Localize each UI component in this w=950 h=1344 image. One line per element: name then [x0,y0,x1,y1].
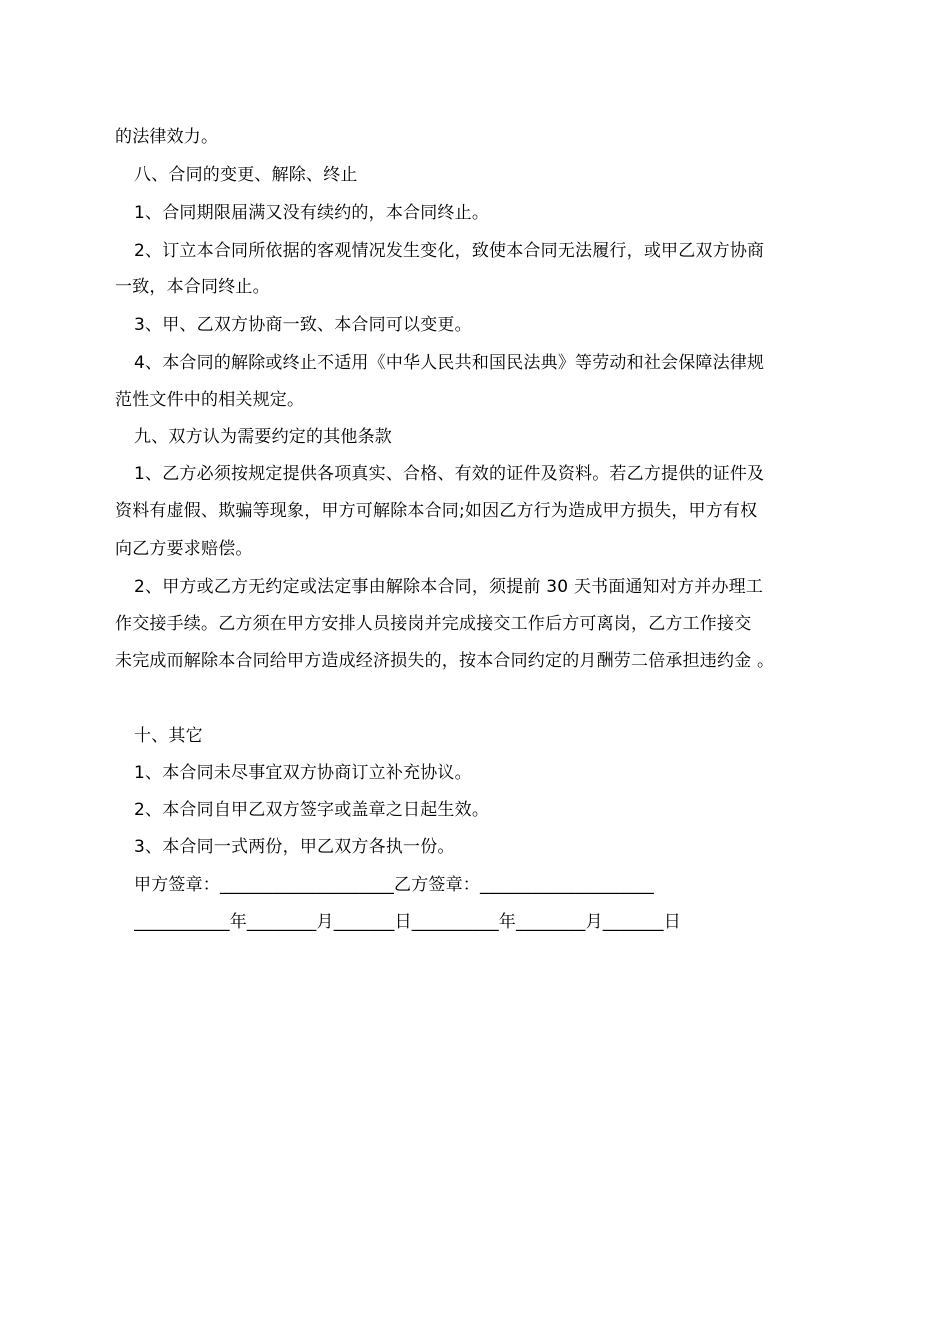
clause-9-1-line-2: 资料有虚假、欺骗等现象，甲方可解除本合同;如因乙方行为造成甲方损失，甲方有权 [115,501,758,521]
text-line-legal-effect: 的法律效力。 [115,127,219,147]
section-heading-other-terms: 九、双方认为需要约定的其他条款 [134,427,392,447]
clause-10-2: 2、本合同自甲乙双方签字或盖章之日起生效。 [134,800,490,820]
date-line: ___________年________月_______日__________年________月_______日 [134,912,681,932]
clause-8-2-line-1: 2、订立本合同所依据的客观情况发生变化，致使本合同无法履行，或甲乙双方协商 [134,241,765,261]
signature-line: 甲方签章：____________________乙方签章：____________________ [134,875,654,895]
section-heading-change-termination: 八、合同的变更、解除、终止 [134,165,358,185]
clause-10-1: 1、本合同未尽事宜双方协商订立补充协议。 [134,763,472,783]
clause-8-4-line-2: 范性文件中的相关规定。 [115,390,305,410]
clause-8-4-line-1: 4、本合同的解除或终止不适用《中华人民共和国民法典》等劳动和社会保障法律规 [134,353,765,373]
clause-9-1-line-3: 向乙方要求赔偿。 [115,539,253,559]
clause-8-2-line-2: 一致，本合同终止。 [115,277,270,297]
clause-9-2-line-3: 未完成而解除本合同给甲方造成经济损失的，按本合同约定的月酬劳二倍承担违约金 。 [115,651,775,671]
section-heading-miscellaneous: 十、其它 [134,726,203,746]
clause-10-3: 3、本合同一式两份，甲乙双方各执一份。 [134,837,455,857]
clause-8-3: 3、甲、乙双方协商一致、本合同可以变更。 [134,315,472,335]
clause-9-2-line-1: 2、甲方或乙方无约定或法定事由解除本合同，须提前 30 天书面通知对方并办理工 [134,577,764,597]
clause-9-1-line-1: 1、乙方必须按规定提供各项真实、合格、有效的证件及资料。若乙方提供的证件及 [134,464,765,484]
clause-8-1: 1、合同期限届满又没有续约的，本合同终止。 [134,203,490,223]
clause-9-2-line-2: 作交接手续。乙方须在甲方安排人员接岗并完成接交工作后方可离岗，乙方工作接交 [115,614,752,634]
